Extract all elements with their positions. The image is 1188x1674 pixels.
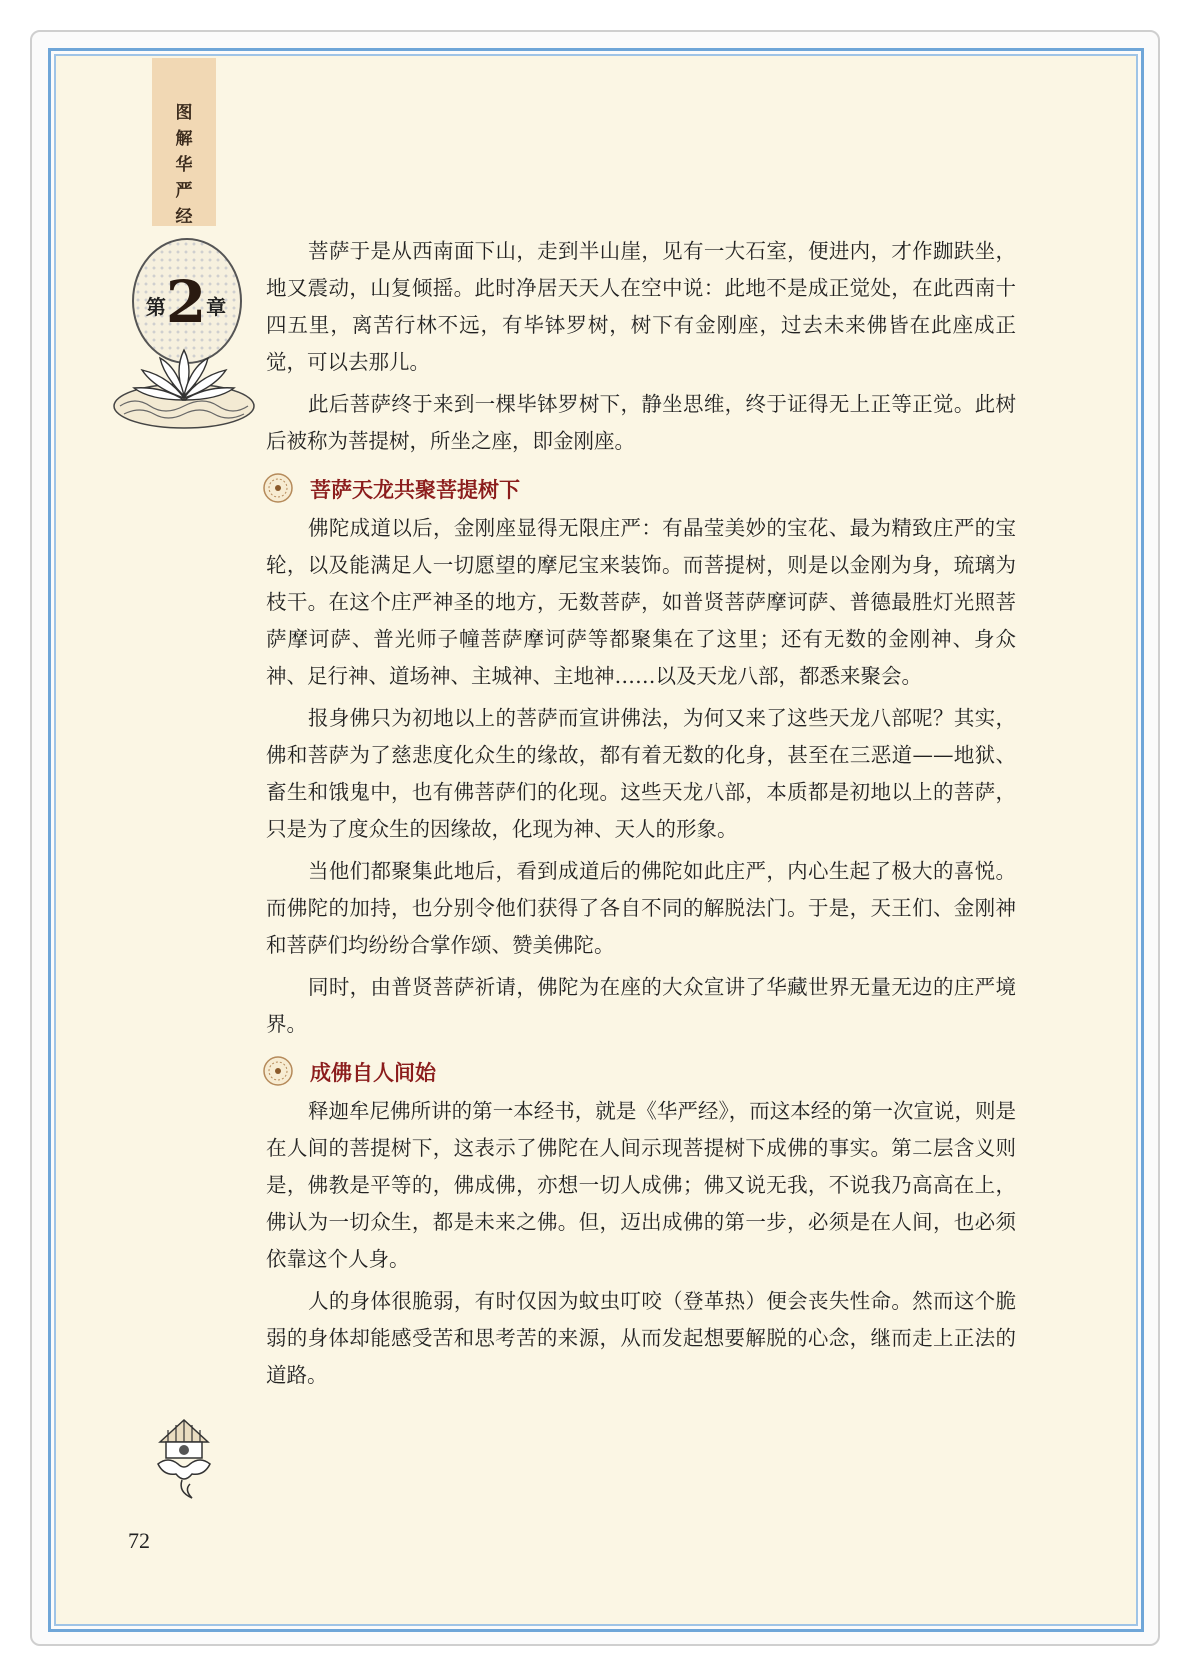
- section-title: 成佛自人间始: [310, 1061, 436, 1085]
- chapter-prefix: 第: [145, 295, 166, 319]
- ornament-icon: [148, 1412, 220, 1504]
- book-title-char: 严: [175, 181, 193, 201]
- chapter-label: [132, 268, 240, 336]
- section-heading: [266, 468, 1016, 508]
- page-number: 72: [128, 1528, 150, 1553]
- paragraph: 此后菩萨终于来到一棵毕钵罗树下，静坐思维，终于证得无上正等正觉。此树后被称为菩提树，所坐之座，即金刚座。: [266, 392, 1016, 453]
- main-text: [266, 233, 1016, 1399]
- book-title-char: 经: [175, 207, 193, 227]
- book-title-char: 解: [175, 129, 193, 149]
- section-title: 菩萨天龙共聚菩提树下: [310, 478, 520, 502]
- chapter-suffix: 章: [206, 295, 227, 319]
- paragraph: 菩萨于是从西南面下山，走到半山崖，见有一大石室，便进内，才作跏趺坐，地又震动，山复倾摇。此时净居天天人在空中说：此地不是成正觉处，在此西南十四五里，离苦行林不远，有毕钵罗树，树下有金刚座，过去未来佛皆在此座成正觉，可以去那儿。: [266, 239, 1016, 374]
- paragraph: 当他们都聚集此地后，看到成道后的佛陀如此庄严，内心生起了极大的喜悦。而佛陀的加持，也分别令他们获得了各自不同的解脱法门。于是，天王们、金刚神和菩萨们均纷纷合掌作颂、赞美佛陀。: [266, 859, 1016, 957]
- book-title-char: 华: [175, 155, 193, 175]
- section-heading: [266, 1051, 1016, 1091]
- dharma-wheel-icon: [262, 1055, 294, 1087]
- lotus-icon: [110, 340, 258, 432]
- dharma-wheel-icon: [262, 472, 294, 504]
- paragraph: 同时，由普贤菩萨祈请，佛陀为在座的大众宣讲了华藏世界无量无边的庄严境界。: [266, 975, 1016, 1036]
- chapter-number: 2: [165, 268, 207, 336]
- paragraph: 报身佛只为初地以上的菩萨而宣讲佛法，为何又来了这些天龙八部呢？其实，佛和菩萨为了慈悲度化众生的缘故，都有着无数的化身，甚至在三恶道——地狱、畜生和饿鬼中，也有佛菩萨们的化现。这些天龙八部，本质都是初地以上的菩萨，只是为了度众生的因缘故，化现为神、天人的形象。: [266, 706, 1016, 841]
- paragraph: 释迦牟尼佛所讲的第一本经书，就是《华严经》，而这本经的第一次宣说，则是在人间的菩提树下，这表示了佛陀在人间示现菩提树下成佛的事实。第二层含义则是，佛教是平等的，佛成佛，亦想一切人成佛；佛又说无我，不说我乃高高在上，佛认为一切众生，都是未来之佛。但，迈出成佛的第一步，必须是在人间，也必须依靠这个人身。: [266, 1099, 1016, 1271]
- paragraph: 人的身体很脆弱，有时仅因为蚊虫叮咬（登革热）便会丧失性命。然而这个脆弱的身体却能感受苦和思考苦的来源，从而发起想要解脱的心念，继而走上正法的道路。: [266, 1289, 1016, 1387]
- paragraph: 佛陀成道以后，金刚座显得无限庄严：有晶莹美妙的宝花、最为精致庄严的宝轮，以及能满足人一切愿望的摩尼宝来装饰。而菩提树，则是以金刚为身，琉璃为枝干。在这个庄严神圣的地方，无数菩萨，如普贤菩萨摩诃萨、普德最胜灯光照菩萨摩诃萨、普光师子幢菩萨摩诃萨等都聚集在了这里；还有无数的金刚神、身众神、足行神、道场神、主城神、主地神……以及天龙八部，都悉来聚会。: [266, 516, 1016, 688]
- book-title: [172, 100, 196, 230]
- book-title-char: 图: [175, 103, 193, 123]
